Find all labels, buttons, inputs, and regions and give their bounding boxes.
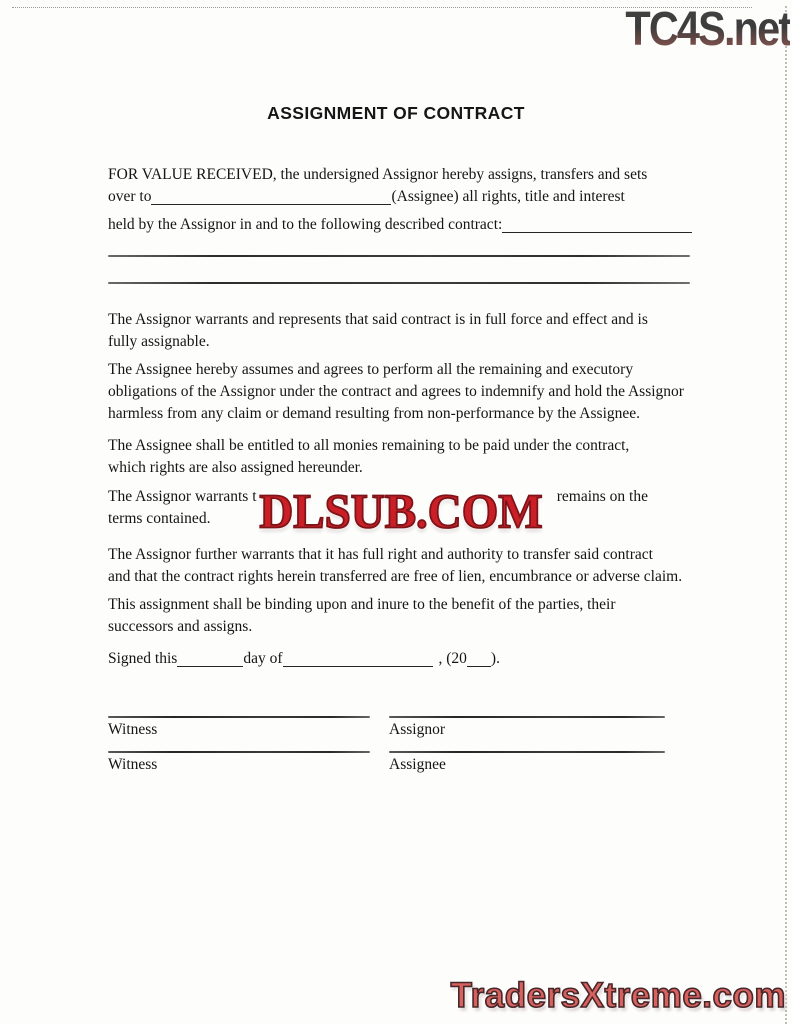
witness-signature-line-2: [108, 751, 370, 753]
witness-signature-line-1: [108, 716, 370, 718]
paragraph-line: terms contained.: [108, 510, 211, 527]
watermark-dlsub-stamp: DLSUB.COM: [259, 484, 543, 540]
signature-row-1: [108, 716, 665, 739]
paragraph-line: which rights are also assigned hereunder.: [108, 459, 363, 476]
assignor-signature-block: [389, 716, 665, 739]
paragraph-line: over to: [108, 188, 152, 205]
signed-date-line: [108, 648, 692, 670]
watermark-tradersxtreme-logo: TradersXtreme.com: [450, 976, 786, 1015]
paragraph-line: held by the Assignor in and to the following described contract:: [108, 216, 503, 233]
assignee-signature-line: [389, 751, 665, 753]
paragraph-line: The Assignor further warrants that it has full right and authority to transfer said contract: [108, 546, 653, 563]
paragraph-line: (Assignee) all rights, title and interest: [391, 188, 625, 205]
signed-year-blank: [467, 652, 491, 667]
paragraph-line: The Assignee shall be entitled to all monies remaining to be paid under the contract,: [108, 437, 630, 454]
paragraph-for-value-received: [108, 164, 692, 236]
paragraph-line: The Assignor warrants t: [108, 488, 257, 505]
signed-label: day of: [243, 650, 283, 667]
signed-day-blank: [177, 652, 243, 667]
paragraph-line: The Assignor warrants and represents that said contract is in full force and effect and is: [108, 311, 648, 328]
signed-month-blank: [283, 652, 433, 667]
witness-signature-block-1: [108, 716, 370, 739]
paragraph-warrants-represents: [108, 309, 692, 353]
paragraph-line: harmless from any claim or demand resulting from non-performance by the Assignee.: [108, 405, 641, 422]
signature-row-2: [108, 751, 665, 774]
paragraph-line: FOR VALUE RECEIVED, the undersigned Assignor hereby assigns, transfers and sets: [108, 166, 648, 183]
paragraph-line: The Assignee hereby assumes and agrees to perform all the remaining and executory: [108, 361, 634, 378]
paragraph-line: obligations of the Assignor under the contract and agrees to indemnify and hold the Assignor: [108, 383, 684, 400]
assignor-label: Assignor: [389, 721, 445, 738]
watermark-tc4s-logo: TC4S.net: [624, 1, 790, 56]
paragraph-assignee-assumes: [108, 359, 692, 425]
signed-label: , (20: [438, 650, 467, 667]
scan-artifact-right-edge: [785, 6, 787, 1024]
paragraph-further-warrants: [108, 544, 692, 588]
paragraph-line: remains on the: [556, 488, 648, 505]
contract-description-ruled-line-2: [108, 282, 690, 284]
paragraph-line: fully assignable.: [108, 333, 210, 350]
witness-signature-block-2: [108, 751, 370, 774]
contract-description-blank: [502, 218, 692, 233]
paragraph-binding-inure: [108, 594, 692, 638]
assignee-label: Assignee: [389, 756, 446, 773]
paragraph-line: and that the contract rights herein transferred are free of lien, encumbrance or adverse claim.: [108, 568, 683, 585]
paragraph-line: This assignment shall be binding upon and inure to the benefit of the parties, their: [108, 596, 616, 613]
assignee-signature-block: [389, 751, 665, 774]
signed-label: ).: [490, 650, 500, 667]
assignor-signature-line: [389, 716, 665, 718]
contract-description-ruled-line-1: [108, 255, 690, 257]
witness-label-2: Witness: [108, 756, 158, 773]
document-title: ASSIGNMENT OF CONTRACT: [267, 103, 525, 123]
assignee-name-blank: [151, 190, 391, 205]
paragraph-line: successors and assigns.: [108, 618, 253, 635]
paragraph-entitled-monies: [108, 435, 692, 479]
signed-label: Signed this: [108, 650, 178, 667]
witness-label-1: Witness: [108, 721, 158, 738]
